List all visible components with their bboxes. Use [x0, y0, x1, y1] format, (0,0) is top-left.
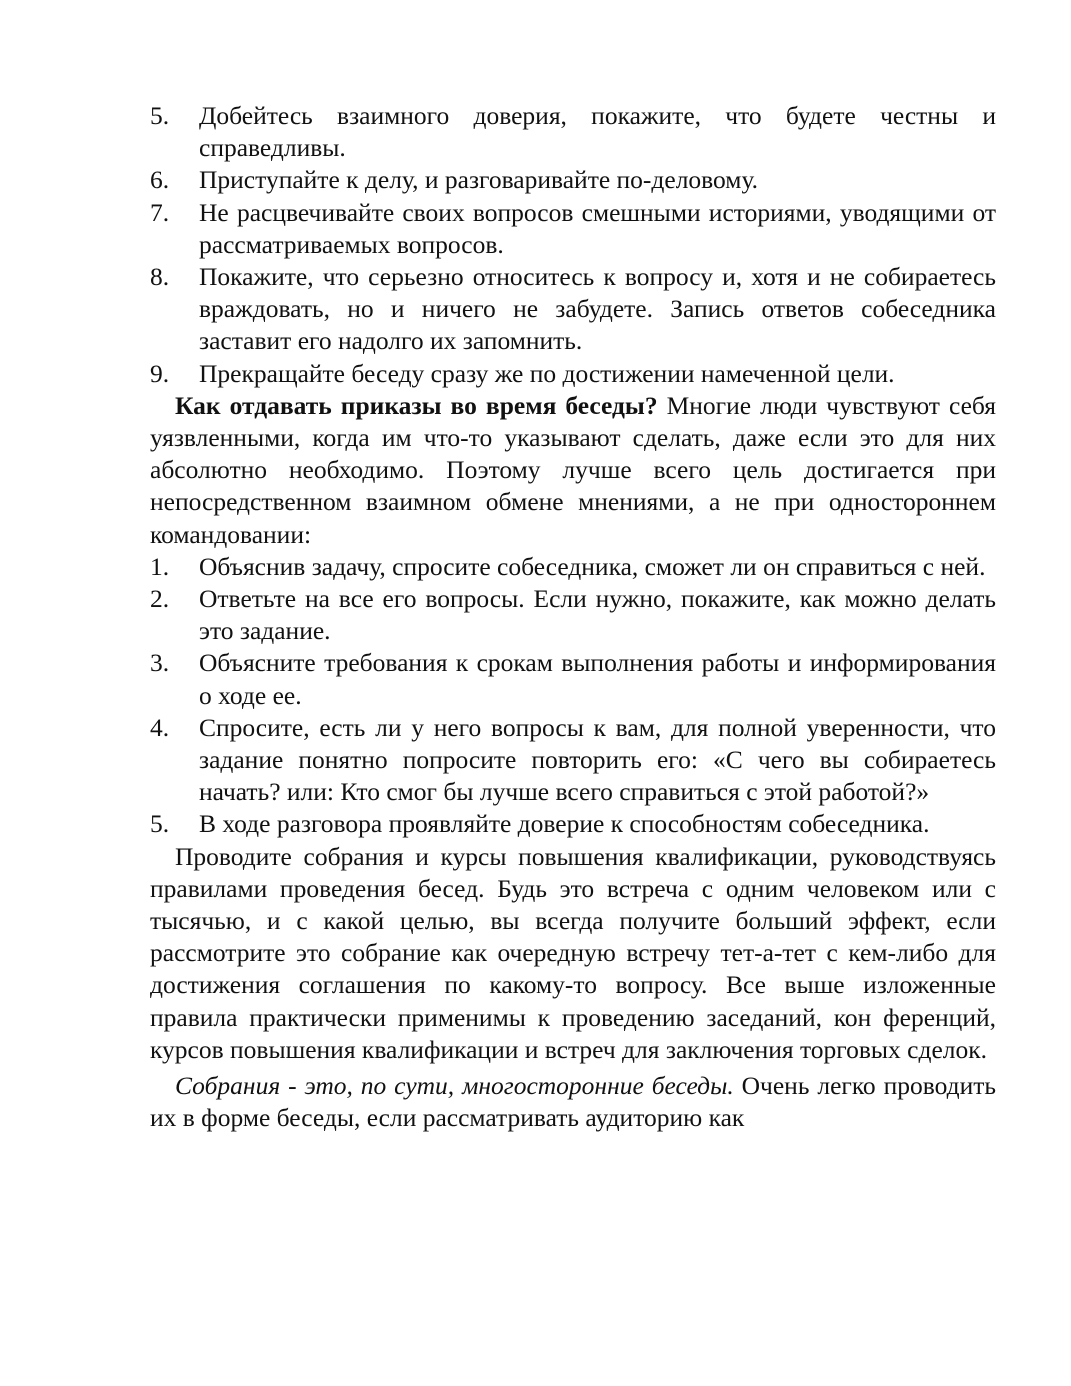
- list-item-text: Объясните требования к срокам выполнения работы и информирования о ходе ее.: [199, 648, 996, 710]
- list-item-number: 7.: [150, 197, 170, 227]
- list-item: [150, 197, 996, 261]
- document-page: [150, 100, 996, 1135]
- list-item-text: Приступайте к делу, и разговаривайте по-деловому.: [199, 165, 759, 195]
- list-item-number: 8.: [150, 262, 170, 292]
- paragraph-last-italic: Собрания - это, по сути, многосторонние беседы.: [175, 1071, 734, 1101]
- list-item: [150, 164, 996, 196]
- list-orders: [150, 551, 996, 841]
- list-item: [150, 358, 996, 390]
- paragraph-orders-text: Многие люди чувствуют себя уязвленными, когда им что-то указывают сделать, даже если это для них абсолютно необходимо. Поэтому лучше всего цель достигается при непосредственном взаимном обмене мнениями, а не при одностороннем командовании:: [150, 390, 996, 549]
- paragraph-last-text: Очень легко проводить их в форме беседы, если рассматривать аудиторию как: [150, 1071, 996, 1133]
- list-item: [150, 261, 996, 358]
- list-item-number: 6.: [150, 165, 170, 195]
- list-item-number: 2.: [150, 584, 170, 614]
- paragraph-meetings: Проводите собрания и курсы повышения квалификации, руководствуясь правилами проведения бесед. Будь это встреча с одним человеком или с тысячью, и с какой целью, вы всегда получите больший эффект, если рассмотрите это собрание как очередную встречу тет-а-тет с кем-либо для достижения соглашения по какому-то вопросу. Все выше изложенные правила практически применимы к проведению заседаний, кон ференций, курсов повышения квалификации и встреч для заключения торговых сделок.: [150, 841, 996, 1064]
- list-item-number: 5.: [150, 809, 170, 839]
- list-item-number: 5.: [150, 101, 170, 130]
- list-item: [150, 808, 996, 840]
- paragraph-orders-heading: Как отдавать приказы во время беседы?: [175, 390, 658, 420]
- list-item-text: Не расцвечивайте своих вопросов смешными историями, уводящими от рассматриваемых вопросов.: [199, 197, 996, 259]
- list-item-text: Спросите, есть ли у него вопросы к вам, для полной уверенности, что задание понятно попросите повторить его: «С чего вы собираетесь начать? или: Кто смог бы лучше всего справиться с этой работой?»: [199, 712, 996, 807]
- list-item: [150, 551, 996, 583]
- list-item-text: Покажите, что серьезно относитесь к вопросу и, хотя и не собираетесь враждовать, но и ничего не забудете. Запись ответов собеседника заставит его надолго их запомнить.: [199, 262, 996, 356]
- list-item-number: 3.: [150, 648, 170, 678]
- list-item-text: В ходе разговора проявляйте доверие к способностям собеседника.: [199, 809, 930, 839]
- list-item-number: 1.: [150, 551, 170, 581]
- list-item: [150, 583, 996, 647]
- list-item-text: Добейтесь взаимного доверия, покажите, что будете честны и справедливы.: [199, 101, 996, 163]
- list-item-text: Ответьте на все его вопросы. Если нужно, покажите, как можно делать это задание.: [199, 584, 996, 646]
- list-item-number: 4.: [150, 712, 170, 742]
- paragraph-last: [150, 1070, 996, 1134]
- list-item-text: Прекращайте беседу сразу же по достижении намеченной цели.: [199, 358, 895, 388]
- list-item: [150, 712, 996, 809]
- list-item-number: 9.: [150, 358, 170, 388]
- list-item-text: Объяснив задачу, спросите собеседника, сможет ли он справиться с ней.: [199, 551, 986, 581]
- paragraph-orders: [150, 390, 996, 551]
- list-item: [150, 647, 996, 711]
- list-rules-conversation: [150, 100, 996, 390]
- list-item: [150, 100, 996, 164]
